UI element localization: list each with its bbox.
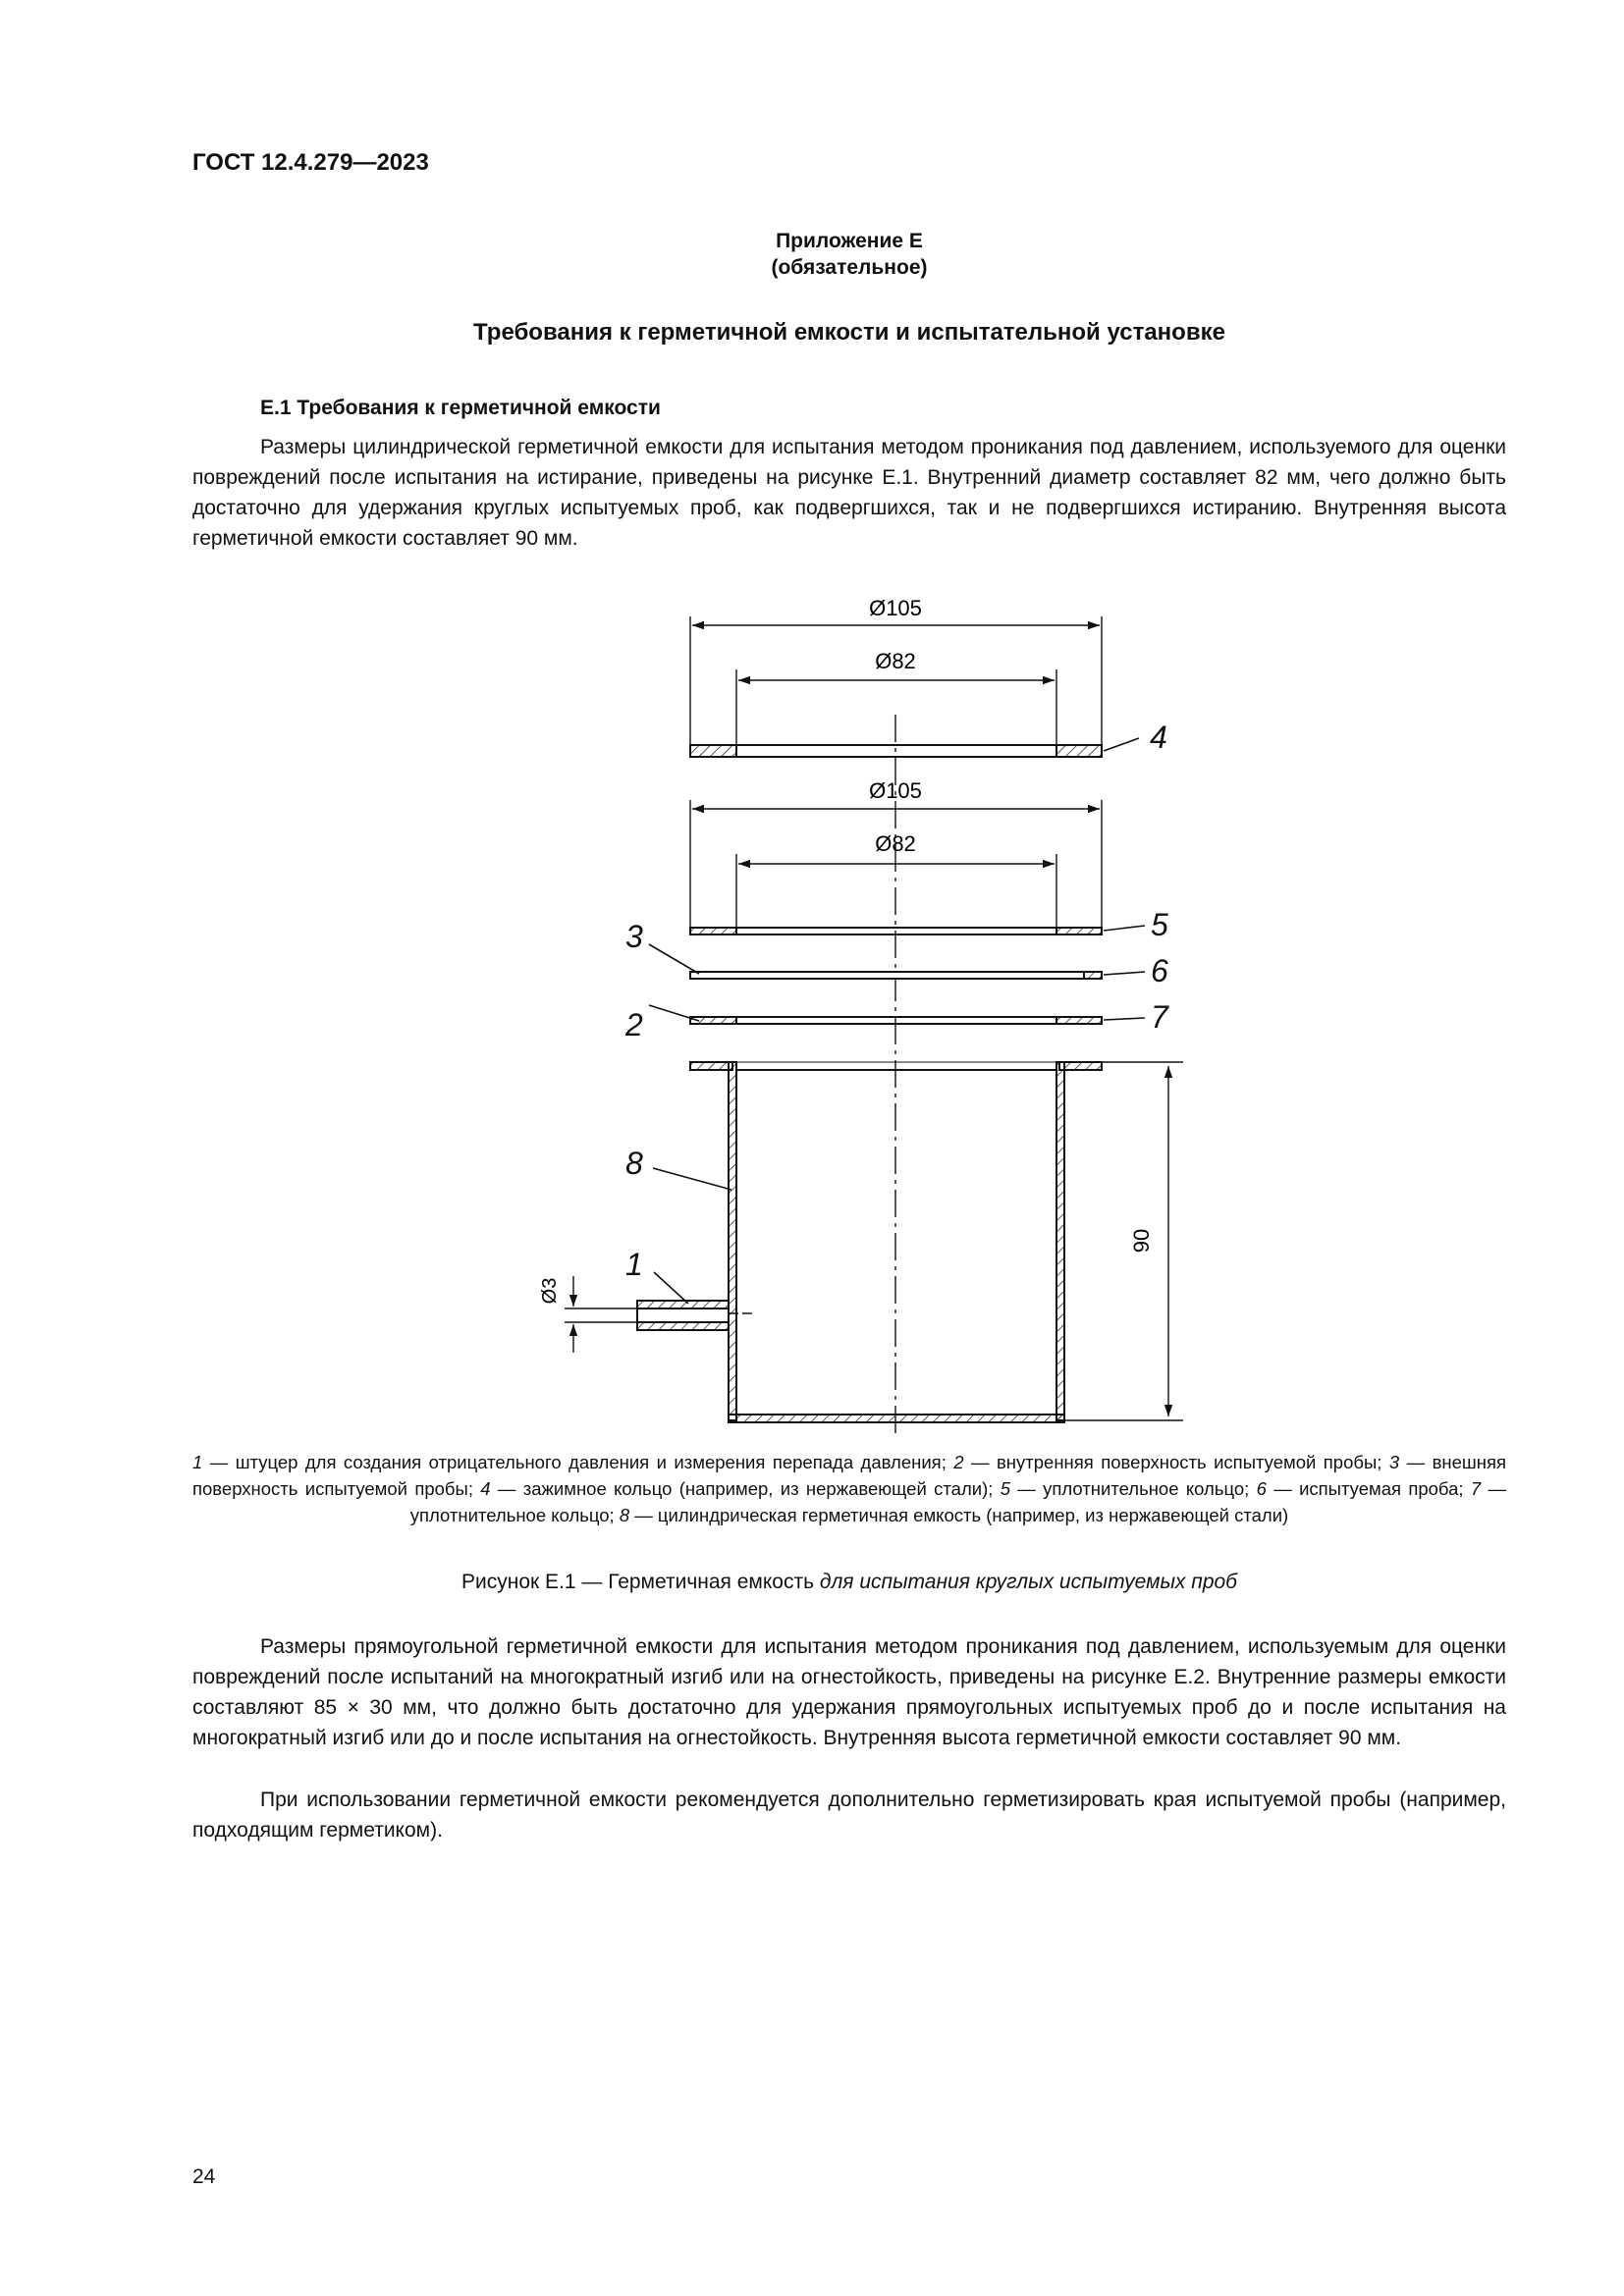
legend-number: 3 (1388, 1452, 1400, 1472)
caption-italic-text: для испытания круглых испытуемых проб (819, 1571, 1237, 1593)
legend-text: — уплотнительное кольцо; (1010, 1478, 1257, 1499)
dim-outer-diameter-mid: Ø105 (869, 778, 922, 803)
callout-7: 7 (1151, 999, 1168, 1035)
paragraph-1: Размеры цилиндрической герметичной емкости для испытания методом проникания под давлением, используемого для оценки повреждений после испытания на истирание, приведены на рисунке Е.1. Внутренний диаметр составляет 82 мм, чего должно быть достаточно для удержания круглых испытуемых проб, как подвергшихся, так и не подвергшихся истиранию. Внутренняя высота герметичной емкости составляет 90 мм. (192, 436, 1506, 550)
document-code: ГОСТ 12.4.279—2023 (192, 149, 429, 176)
dim-height: 90 (1129, 1228, 1154, 1254)
legend-text: — штуцер для создания отрицательного давления и измерения перепада давления; (202, 1452, 954, 1472)
page-number: 24 (192, 2165, 216, 2188)
section-title: Требования к герметичной емкости и испытательной установке (473, 319, 1225, 346)
paragraph-2: Размеры прямоугольной герметичной емкости для испытания методом проникания под давлением, используемым для оценки повреждений после испытаний на многократный изгиб или на огнестойкость, приведены на рисунке Е.2. Внутренние размеры емкости составляют 85 × 30 мм, что должно быть достаточно для удержания прямоугольных испытуемых проб до и после испытания на многократный изгиб или до и после испытания на огнестойкость. Внутренняя высота герметичной емкости составляет 90 мм. (192, 1635, 1506, 1749)
legend-text: — внутренняя поверхность испытуемой пробы; (963, 1452, 1389, 1472)
callout-5: 5 (1151, 907, 1168, 942)
legend-text: — цилиндрическая герметичная емкость (например, из нержавеющей стали) (629, 1505, 1289, 1525)
legend-number: 1 (192, 1452, 203, 1472)
legend-text: — внешняя поверхность испытуемой пробы; (192, 1452, 1506, 1499)
dim-nozzle-diameter: Ø3 (539, 1277, 561, 1305)
callout-2: 2 (625, 1007, 643, 1042)
dimension-nozzle (565, 1276, 637, 1353)
legend-number: 6 (1256, 1478, 1267, 1499)
legend-number: 2 (953, 1452, 964, 1472)
legend-number: 5 (1000, 1478, 1010, 1499)
callout-8: 8 (625, 1146, 643, 1181)
callout-6: 6 (1151, 953, 1168, 988)
subsection-title: Е.1 Требования к герметичной емкости (260, 397, 661, 419)
callout-4: 4 (1150, 720, 1167, 755)
dim-inner-diameter-mid: Ø82 (875, 831, 916, 856)
legend-text: — зажимное кольцо (например, из нержавеющей стали); (490, 1478, 1001, 1499)
figure-legend (192, 1449, 1506, 1528)
annex-title: Приложение Е (776, 230, 923, 252)
figure-caption (192, 1571, 1506, 1594)
legend-number: 4 (480, 1478, 491, 1499)
legend-number: 8 (619, 1505, 630, 1525)
paragraph-3: При использовании герметичной емкости рекомендуется дополнительно герметизировать края испытуемой пробы (например, подходящим герметиком). (192, 1789, 1506, 1842)
callout-1: 1 (625, 1247, 643, 1282)
legend-text: — испытуемая проба; (1266, 1478, 1471, 1499)
legend-number: 7 (1470, 1478, 1482, 1499)
callout-3: 3 (625, 919, 643, 954)
dimension-height (1064, 1062, 1183, 1420)
legend-text: — уплотнительное кольцо; (409, 1478, 1507, 1525)
annex-status: (обязательное) (771, 256, 928, 279)
caption-text: Рисунок Е.1 — Герметичная емкость (461, 1571, 820, 1593)
dim-outer-diameter-top: Ø105 (869, 596, 922, 620)
dim-inner-diameter-top: Ø82 (875, 649, 916, 673)
test-sample-6 (690, 972, 1102, 979)
